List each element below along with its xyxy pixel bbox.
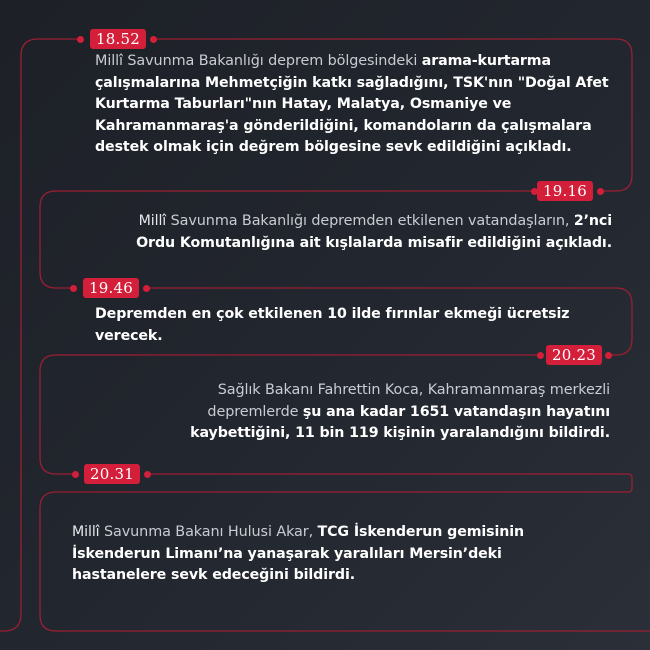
timeline-dot <box>605 352 612 359</box>
timeline-dot <box>72 471 79 478</box>
timeline-dot <box>143 285 150 292</box>
time-badge-1852: 18.52 <box>90 29 146 49</box>
news-item-2023: Sağlık Bakanı Fahrettin Koca, Kahramanmaraş merkezli depremlerde şu ana kadar 1651 vatandaşın hayatını kaybettiğini, 11 bin 119 kişinin yaralandığını bildirdi. <box>190 382 610 441</box>
time-badge-2031: 20.31 <box>84 464 140 484</box>
time-badge-2023: 20.23 <box>546 345 602 365</box>
timeline-dot <box>597 188 604 195</box>
timeline-dot <box>537 352 544 359</box>
news-item-1852: Millî Savunma Bakanlığı deprem bölgesindeki arama-kurtarma çalışmalarına Mehmetçiğin katkı sağladığını, TSK'nın "Doğal Afet Kurtarma Taburları"nın Hatay, Malatya, Osmaniye ve Kahramanmaraş'a gönderildiğini, komandoların da çalışmalara destek olmak için değrem bölgesine sevk edildiğini açıkladı. <box>95 53 609 155</box>
timeline-dot <box>70 285 77 292</box>
news-item-1916: Millî Savunma Bakanlığı depremden etkilenen vatandaşların, 2’nci Ordu Komutanlığına ait kışlalarda misafir edildiğini açıkladı. <box>136 213 612 251</box>
news-item-2031: Millî Savunma Bakanı Hulusi Akar, TCG İskenderun gemisinin İskenderun Limanı’na yanaşarak yaralıları Mersin’deki hastanelere sevk edeceğini bildirdi. <box>72 524 525 583</box>
time-badge-1946: 19.46 <box>83 278 139 298</box>
news-item-1946: Depremden en çok etkilenen 10 ilde fırınlar ekmeği ücretsiz verecek. <box>95 306 570 344</box>
timeline-dot <box>144 471 151 478</box>
timeline-dot <box>77 36 84 43</box>
timeline-dot <box>150 36 157 43</box>
time-badge-1916: 19.16 <box>537 181 593 201</box>
